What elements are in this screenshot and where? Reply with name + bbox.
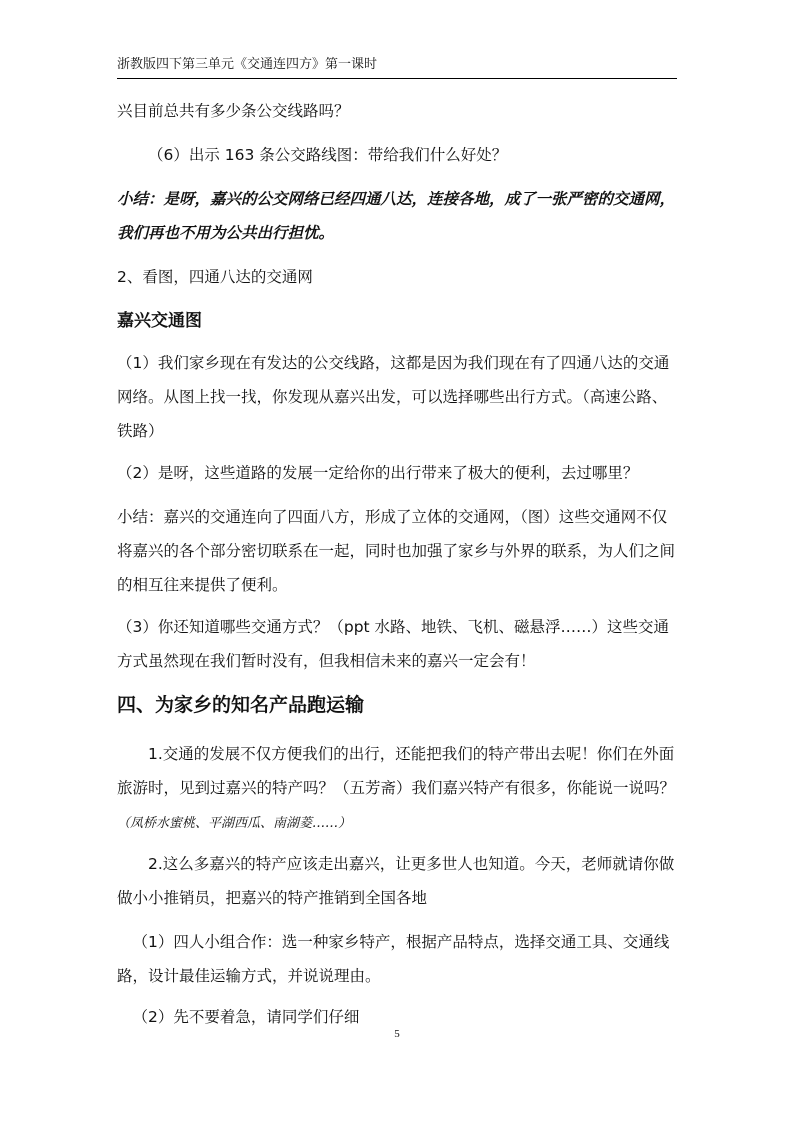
paragraph-summary-1: 小结：是呀，嘉兴的公交网络已经四通八达，连接各地，成了一张严密的交通网，我们再也不用为公共出行担忧。 bbox=[117, 189, 676, 242]
paragraph-bus-routes: （6）出示 163 条公交路线图：带给我们什么好处？ bbox=[148, 146, 508, 164]
paragraph-specialties bbox=[117, 737, 677, 841]
paragraph-continuation: 兴目前总共有多少条公交线路吗？ bbox=[117, 102, 350, 120]
paragraph-question-2: （2）是呀，这些道路的发展一定给你的出行带来了极大的便利，去过哪里？ bbox=[117, 464, 639, 482]
paragraph-summary-2: 小结：嘉兴的交通连向了四面八方，形成了立体的交通网，（图）这些交通网不仅将嘉兴的各个部分密切联系在一起，同时也加强了家乡与外界的联系，为人们之间的相互往来提供了便利。 bbox=[117, 508, 676, 594]
paragraph-salesperson: 2.这么多嘉兴的特产应该走出嘉兴，让更多世人也知道。今天，老师就请你做做小小推销员，把嘉兴的特产推销到全国各地 bbox=[117, 855, 675, 907]
heading-jiaxing-map: 嘉兴交通图 bbox=[117, 311, 202, 331]
paragraph-look-map: 2、看图，四通八达的交通网 bbox=[117, 268, 313, 286]
paragraph-careful: （2）先不要着急，请同学们仔细 bbox=[132, 1008, 360, 1026]
page-header: 浙教版四下第三单元《交通连四方》第一课时 bbox=[117, 56, 677, 79]
specialties-examples: （凤桥水蜜桃、平湖西瓜、南湖菱……） bbox=[117, 816, 352, 831]
section-heading-four: 四、为家乡的知名产品跑运输 bbox=[117, 694, 365, 716]
page-number: 5 bbox=[394, 1028, 400, 1040]
paragraph-group-work: （1）四人小组合作：选一种家乡特产，根据产品特点，选择交通工具、交通线路，设计最佳运输方式，并说说理由。 bbox=[117, 933, 670, 985]
paragraph-question-1: （1）我们家乡现在有发达的公交线路，这都是因为我们现在有了四通八达的交通网络。从图上找一找，你发现从嘉兴出发，可以选择哪些出行方式。（高速公路、铁路） bbox=[117, 354, 670, 440]
paragraph-question-3: （3）你还知道哪些交通方式？（ppt 水路、地铁、飞机、磁悬浮……）这些交通方式虽然现在我们暂时没有，但我相信未来的嘉兴一定会有！ bbox=[117, 618, 670, 670]
specialties-main-text: 1.交通的发展不仅方便我们的出行，还能把我们的特产带出去呢！你们在外面旅游时，见到过嘉兴的特产吗？（五芳斋）我们嘉兴特产有很多，你能说一说吗？ bbox=[117, 745, 676, 797]
